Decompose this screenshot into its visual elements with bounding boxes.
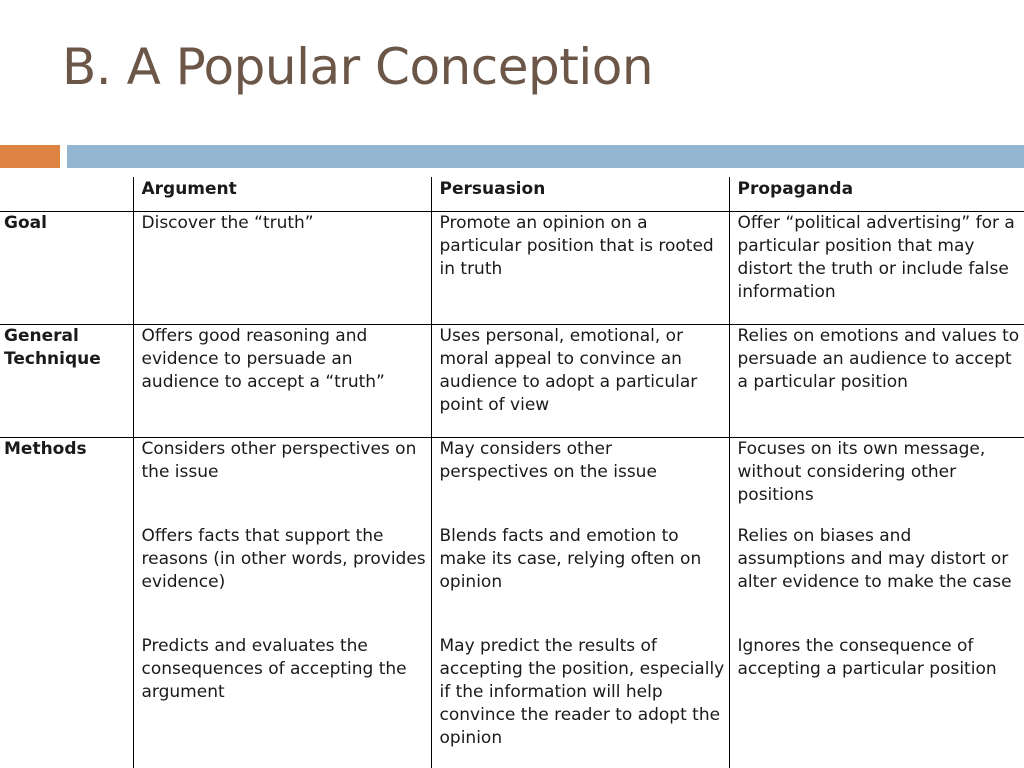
method-item: Focuses on its own message, without considering other positions [737,439,986,505]
header-persuasion: Persuasion [431,177,729,212]
row-label-methods: Methods [0,438,133,768]
method-item: Offers facts that support the reasons (in other words, provides evidence) [141,526,426,592]
goal-argument-cell: Discover the “truth” [133,212,431,325]
header-propaganda: Propaganda [729,177,1024,212]
technique-persuasion-cell: Uses personal, emotional, or moral appeal to convince an audience to adopt a particular point of view [431,325,729,438]
accent-bar-blue [67,145,1024,168]
goal-propaganda-cell: Offer “political advertising” for a particular position that may distort the truth or include false information [729,212,1024,325]
row-label-goal: Goal [0,212,133,325]
method-item: Considers other perspectives on the issue [141,439,417,482]
row-label-technique: General Technique [0,325,133,438]
methods-argument-cell [133,438,431,768]
goal-persuasion-cell: Promote an opinion on a particular position that is rooted in truth [431,212,729,325]
technique-argument-cell: Offers good reasoning and evidence to persuade an audience to accept a “truth” [133,325,431,438]
method-item: May predict the results of accepting the position, especially if the information will help convince the reader to adopt the opinion [439,636,725,748]
method-item: Predicts and evaluates the consequences of accepting the argument [141,636,407,702]
accent-bar-orange [0,145,60,168]
table-row-methods [0,438,1024,768]
table-header-row [0,177,1024,212]
comparison-table [0,177,1024,768]
table-row-goal [0,212,1024,325]
header-argument: Argument [133,177,431,212]
method-item: Ignores the consequence of accepting a particular position [737,636,997,679]
methods-persuasion-cell [431,438,729,768]
method-item: May considers other perspectives on the issue [439,439,657,482]
methods-propaganda-cell [729,438,1024,768]
slide-title: B. A Popular Conception [62,38,654,96]
method-item: Blends facts and emotion to make its case, relying often on opinion [439,526,702,592]
technique-propaganda-cell: Relies on emotions and values to persuade an audience to accept a particular position [729,325,1024,438]
table-row-technique [0,325,1024,438]
method-item: Relies on biases and assumptions and may distort or alter evidence to make the case [737,526,1012,592]
header-corner [0,177,133,212]
